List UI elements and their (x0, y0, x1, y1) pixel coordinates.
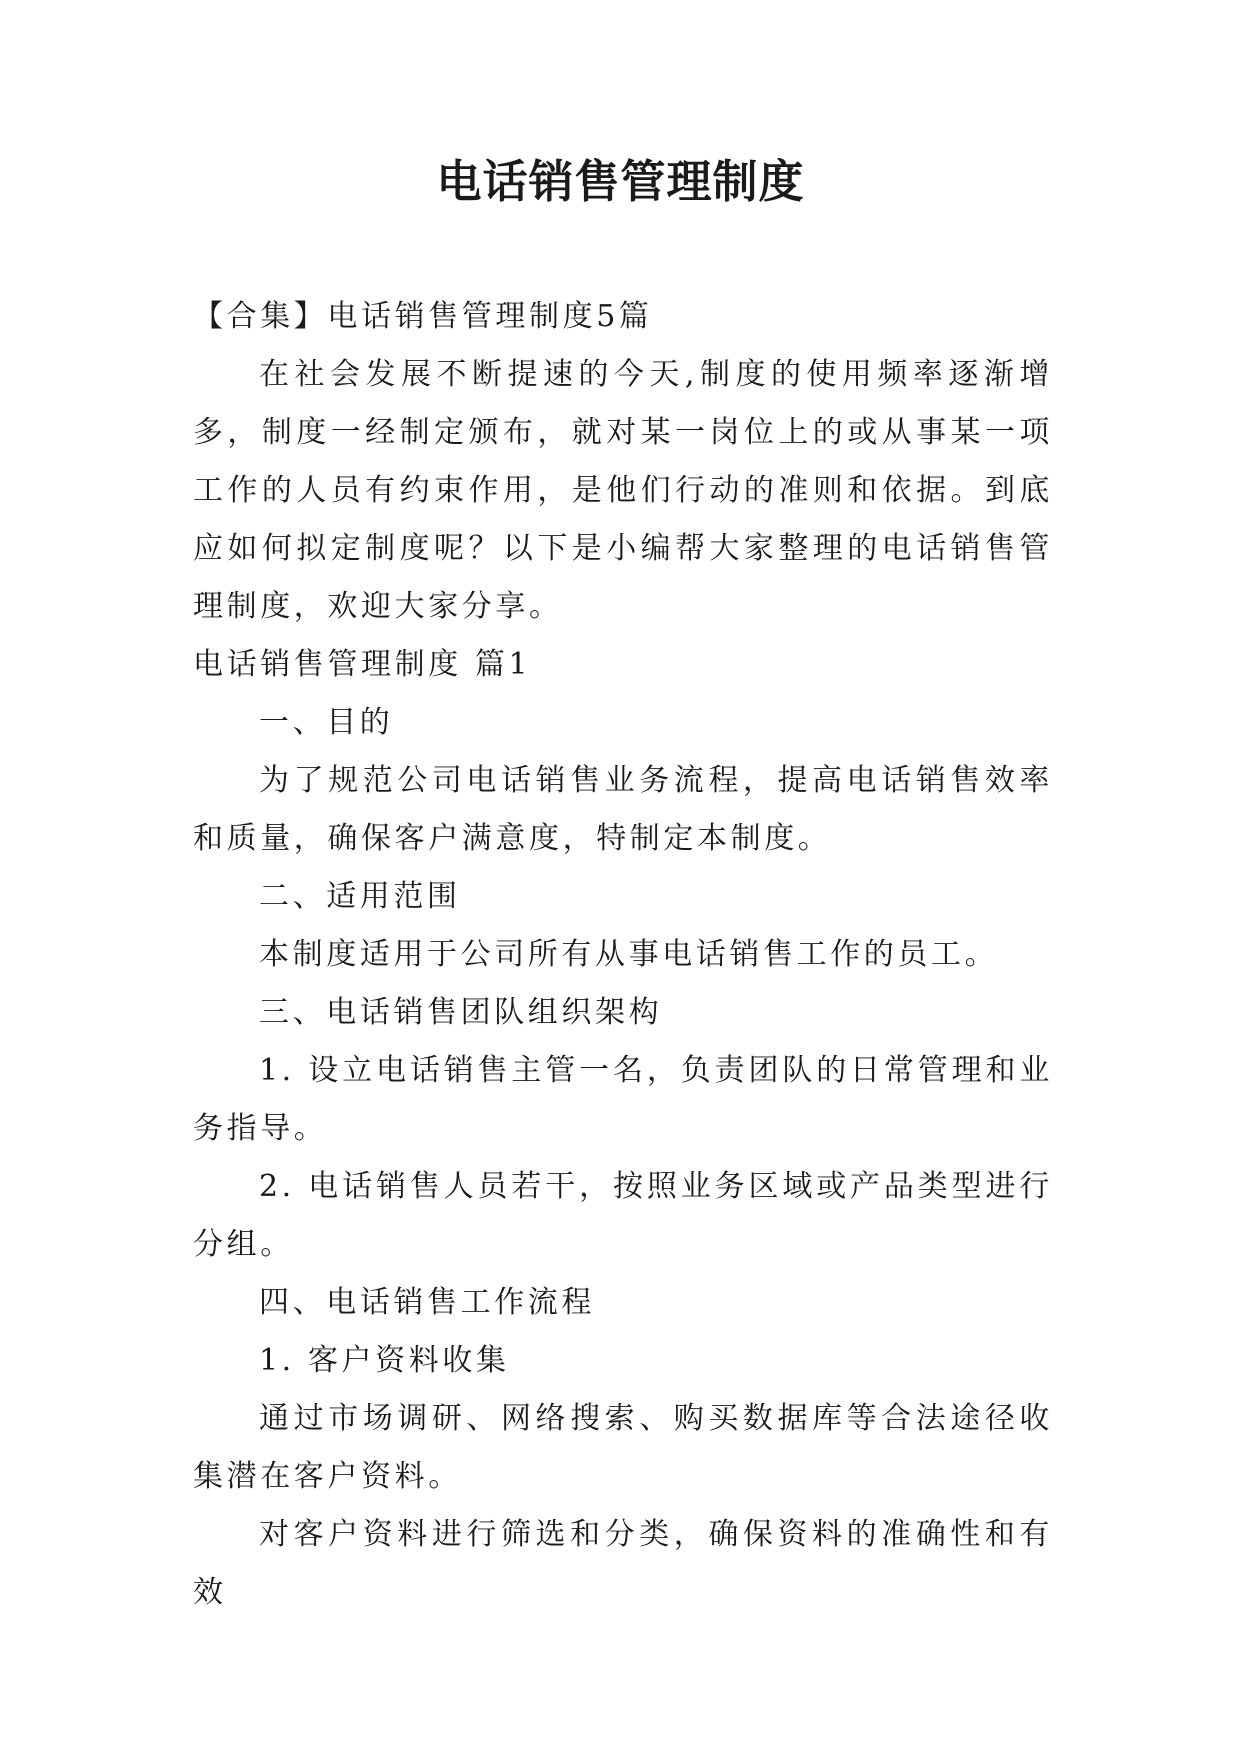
heading-team-structure: 三、电话销售团队组织架构 (259, 995, 663, 1030)
heading-purpose: 一、目的 (259, 705, 394, 740)
document-body (193, 288, 1053, 1622)
paragraph-intro: 在社会发展不断提速的今天,制度的使用频率逐渐增多，制度一经制定颁布，就对某一岗位上的或从事某一项工作的人员有约束作用，是他们行动的准则和依据。到底应如何拟定制度呢？以下是小编帮大家整理的电话销售管理制度，欢迎大家分享。 (193, 357, 1053, 624)
paragraph-purpose: 为了规范公司电话销售业务流程，提高电话销售效率和质量，确保客户满意度，特制定本制度。 (193, 763, 1053, 856)
list-item-workflow-1: 1. 客户资料收集 (259, 1343, 510, 1378)
paragraph-data-collection: 通过市场调研、网络搜索、购买数据库等合法途径收集潜在客户资料。 (193, 1401, 1053, 1494)
heading-workflow: 四、电话销售工作流程 (259, 1285, 595, 1320)
list-item-team-2: 2. 电话销售人员若干，按照业务区域或产品类型进行分组。 (193, 1169, 1053, 1262)
list-item-team-1: 1. 设立电话销售主管一名，负责团队的日常管理和业务指导。 (193, 1053, 1053, 1146)
heading-scope: 二、适用范围 (259, 879, 461, 914)
document-title: 电话销售管理制度 (436, 155, 805, 208)
section-heading-part-1: 电话销售管理制度 篇1 (193, 647, 532, 682)
paragraph-data-screening: 对客户资料进行筛选和分类，确保资料的准确性和有效 (193, 1517, 1053, 1610)
paragraph-collection-heading: 【合集】电话销售管理制度5篇 (193, 299, 653, 334)
paragraph-scope: 本制度适用于公司所有从事电话销售工作的员工。 (259, 937, 999, 972)
